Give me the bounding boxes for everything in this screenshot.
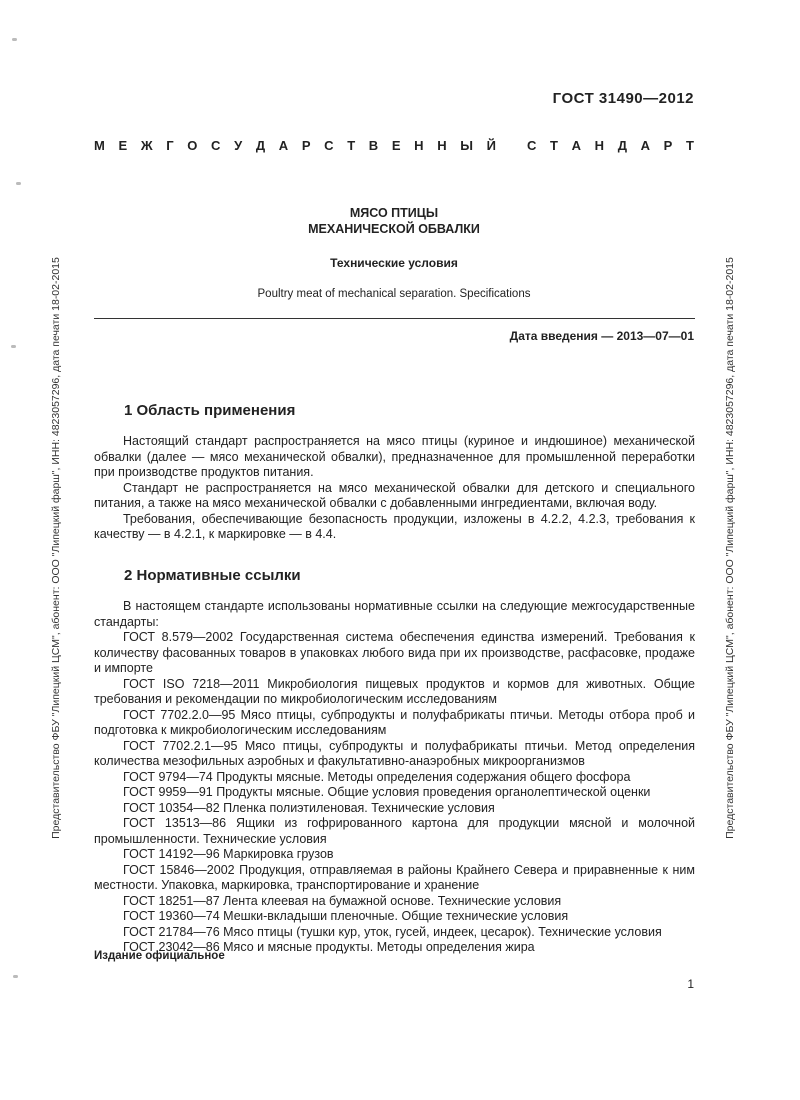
- reference-item: ГОСТ 9794—74 Продукты мясные. Методы определения содержания общего фосфора: [123, 769, 631, 784]
- label-letter: Й: [486, 138, 496, 153]
- document-title-line-1: МЯСО ПТИЦЫ: [349, 206, 439, 220]
- reference-item: ГОСТ 8.579—2002 Государственная система обеспечения единства измерений. Требования к количеству фасованных товаров в упаковках любого вида при их производстве, расфасовке, продаже и импорте: [94, 630, 695, 675]
- section-heading-scope: 1 Область применения: [124, 402, 296, 419]
- official-edition-label: Издание официальное: [94, 950, 225, 962]
- reference-item: ГОСТ 9959—91 Продукты мясные. Общие условия проведения органолептической оценки: [123, 785, 651, 799]
- label-letter: Р: [663, 138, 673, 153]
- section-heading-references: 2 Нормативные ссылки: [124, 567, 301, 584]
- label-letter: Ы: [460, 138, 473, 153]
- title-block: [94, 205, 694, 300]
- label-letter: Г: [166, 138, 174, 153]
- label-letter: М: [94, 138, 105, 153]
- paragraph: Требования, обеспечивающие безопасность продукции, изложены в 4.2.2, 4.2.3, требования к качеству — в 4.2.1, к маркировке — в 4.4.: [94, 511, 695, 541]
- label-letter: Д: [617, 138, 627, 153]
- reference-item: ГОСТ 14192—96 Маркировка грузов: [123, 847, 334, 861]
- reference-item: ГОСТ 13513—86 Ящики из гофрированного картона для продукции мясной и молочной промышленности. Технические условия: [94, 816, 695, 846]
- label-letter: Т: [549, 138, 558, 153]
- section-body-references: [94, 599, 695, 956]
- reference-item: ГОСТ 21784—76 Мясо птицы (тушки кур, уток, гусей, индеек, цесарок). Технические условия: [123, 924, 662, 939]
- reference-item: ГОСТ 18251—87 Лента клеевая на бумажной основе. Технические условия: [123, 893, 562, 908]
- section-body-scope: [94, 434, 695, 543]
- reference-item: ГОСТ 15846—2002 Продукция, отправляемая в районы Крайнего Севера и приравненные к ним местности. Упаковка, маркировка, транспортирование и хранение: [94, 862, 695, 892]
- paragraph: В настоящем стандарте использованы нормативные ссылки на следующие межгосударственные стандарты:: [94, 599, 695, 629]
- reference-item: ГОСТ ISO 7218—2011 Микробиология пищевых продуктов и кормов для животных. Общие требования и рекомендации по микробиологическим исследованиям: [94, 676, 695, 706]
- reference-item: ГОСТ 10354—82 Пленка полиэтиленовая. Технические условия: [123, 800, 495, 815]
- reference-item: ГОСТ 7702.2.0—95 Мясо птицы, субпродукты и полуфабрикаты птичьи. Методы отбора проб и подготовка к микробиологическим исследованиям: [94, 707, 695, 737]
- interstate-standard-label: [94, 138, 694, 153]
- label-letter: А: [640, 138, 650, 153]
- margin-note-left: Представительство ФБУ "Липецкий ЦСМ", абонент: ООО "Липецкий фарш", ИНН: 4823057296, дата печати 18-02-2015: [50, 257, 62, 839]
- label-letter: Р: [301, 138, 311, 153]
- title-divider: [94, 318, 695, 319]
- label-letter: Н: [414, 138, 424, 153]
- reference-item: ГОСТ 23042—86 Мясо и мясные продукты. Методы определения жира: [123, 940, 535, 954]
- scan-speck: [12, 38, 17, 41]
- scan-speck: [13, 975, 18, 978]
- document-title-line-2: МЕХАНИЧЕСКОЙ ОБВАЛКИ: [308, 222, 480, 236]
- label-letter: В: [368, 138, 379, 153]
- label-letter: О: [187, 138, 198, 153]
- label-letter: Д: [255, 138, 266, 153]
- scan-speck: [11, 345, 16, 348]
- label-letter: Е: [391, 138, 401, 153]
- label-letter: Ж: [140, 138, 153, 153]
- document-subtitle: Технические условия: [330, 256, 458, 270]
- paragraph: Стандарт не распространяется на мясо механической обвалки для детского и специального питания, а также на мясо механической обвалки с добавленными ингредиентами, включая воду.: [94, 480, 695, 510]
- reference-item: ГОСТ 7702.2.1—95 Мясо птицы, субпродукты и полуфабрикаты птичьи. Метод определения количества мезофильных аэробных и факультативно-анаэробных микроорганизмов: [94, 738, 695, 768]
- margin-note-right: Представительство ФБУ "Липецкий ЦСМ", абонент: ООО "Липецкий фарш", ИНН: 4823057296, дата печати 18-02-2015: [724, 257, 736, 839]
- label-letter: Н: [437, 138, 447, 153]
- label-letter: Т: [347, 138, 356, 153]
- label-letter: Т: [685, 138, 694, 153]
- english-title: Poultry meat of mechanical separation. Specifications: [257, 288, 531, 300]
- label-letter: А: [278, 138, 289, 153]
- scan-speck: [16, 182, 21, 185]
- reference-item: ГОСТ 19360—74 Мешки-вкладыши пленочные. Общие технические условия: [123, 909, 569, 923]
- label-letter: С: [324, 138, 334, 153]
- label-gap: [510, 138, 514, 153]
- page-number: 1: [687, 977, 694, 991]
- label-letter: А: [571, 138, 581, 153]
- standard-number: ГОСТ 31490—2012: [552, 90, 694, 107]
- label-letter: Е: [118, 138, 128, 153]
- label-letter: У: [234, 138, 243, 153]
- label-letter: Н: [594, 138, 605, 153]
- paragraph: Настоящий стандарт распространяется на мясо птицы (куриное и индюшиное) механической обвалки (далее — мясо механической обвалки), предназначенное для промышленной переработки при производстве продуктов питания.: [94, 434, 695, 479]
- label-letter: С: [526, 138, 537, 153]
- label-letter: С: [211, 138, 221, 153]
- introduction-date: Дата введения — 2013—07—01: [509, 329, 694, 343]
